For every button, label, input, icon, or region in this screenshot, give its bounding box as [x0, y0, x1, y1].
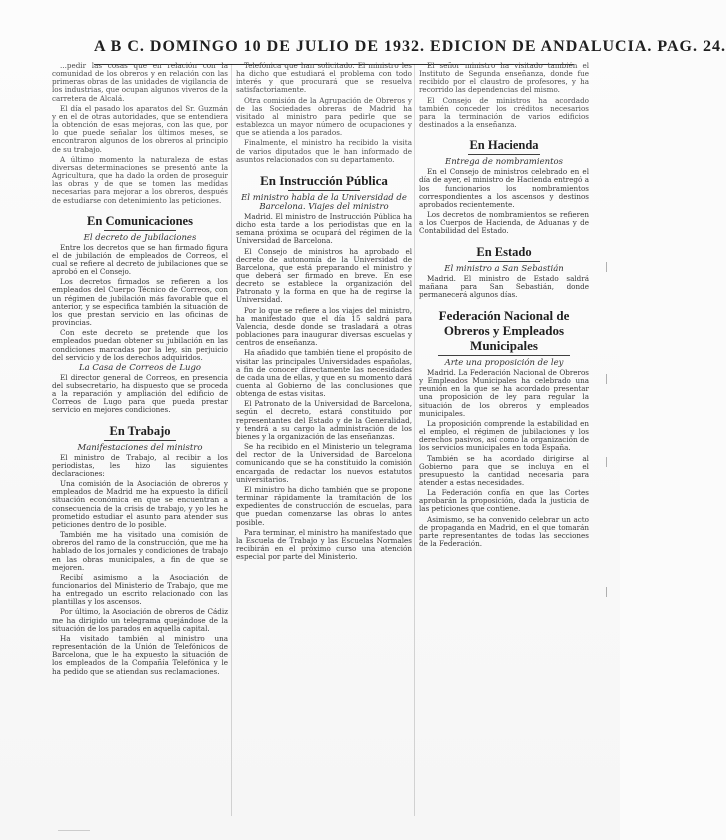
section-rule: [288, 190, 360, 191]
article-paragraph: Ha visitado también al ministro una representación de la Unión de Telefónicos de Barcelona, que le ha expuesto la situación de los empleados de la Compañía Telefónica y le ha pedido que se atiendan sus reclamaciones.: [52, 633, 228, 676]
margin-mark: [606, 587, 611, 597]
column-divider-left: [231, 64, 232, 816]
section-title-estado: En Estado: [476, 244, 532, 259]
section-rule: [468, 154, 540, 155]
margin-mark: [606, 262, 611, 272]
article-paragraph: Ha añadido que también tiene el propósito de visitar las principales Universidades españolas, a fin de conocer directamente las necesidades de cada una de ellas, y que en su momento dará cuenta al Gobierno de las conclusiones que obtenga de estas visitas.: [236, 348, 412, 399]
article-paragraph: Madrid. El ministro de Estado saldrá mañana para San Sebastián, donde permanecerá algunos días.: [419, 273, 589, 299]
article-paragraph: Los decretos firmados se refieren a los empleados del Cuerpo Técnico de Correos, con un régimen de jubilación más favorable que el anterior, y se especifica también la situación de los que prestan servicio en las oficinas de provincias.: [52, 277, 228, 328]
article-paragraph: Para terminar, el ministro ha manifestado que la Escuela de Trabajo y las Escuelas Normales recibirán en el próximo curso una atención especial por parte del Ministerio.: [236, 527, 412, 562]
section-rule: [438, 355, 570, 356]
section-rule: [468, 261, 540, 262]
article-paragraph: El director general de Correos, en presencia del subsecretario, ha dispuesto que se proceda a la reparación y ampliación del edificio de Correos de Lugo para que pueda prestar servicio en mejores condiciones.: [52, 372, 228, 415]
page-header: A B C. DOMINGO 10 DE JULIO DE 1932. EDICION DE ANDALUCIA. PAG. 24.: [94, 38, 574, 65]
article-paragraph: Por lo que se refiere a los viajes del ministro, ha manifestado que el día 15 saldrá para Valencia, desde donde se trasladará a otras poblaciones para inaugurar diversas escuelas y centros de enseñanza.: [236, 305, 412, 348]
article-paragraph: El Consejo de ministros ha acordado también conceder los créditos necesarios para la terminación de varios edificios destinados a la enseñanza.: [419, 95, 589, 130]
section-title-hacienda: En Hacienda: [469, 138, 539, 153]
article-paragraph: El Consejo de ministros ha aprobado el decreto de autonomía de la Universidad de Barcelona, que está preparando el ministro y que deberá ser firmado en breve. En ese decreto se establece la organización del Patronato y la forma en que ha de regirse la Universidad.: [236, 246, 412, 305]
article-paragraph: En el Consejo de ministros celebrado en el día de ayer, el ministro de Hacienda entregó a los funcionarios los nombramientos correspondientes a los ascensos y destinos aprobados recientemente.: [419, 167, 589, 209]
section-rule: [104, 230, 176, 231]
article-subtitle: Arte una proposición de ley: [444, 357, 564, 368]
article-paragraph: Una comisión de la Asociación de obreros y empleados de Madrid me ha expuesto la difícil situación económica en que se encuentran a consecuencia de la crisis de trabajo, y yo les he prometido estudiar el asunto para atender sus peticiones dentro de lo posible.: [52, 479, 228, 529]
article-paragraph: Telefónica que han solicitado. El ministro les ha dicho que estudiará el problema con todo interés y que procurará que se resuelva satisfactoriamente.: [236, 61, 412, 95]
margin-mark: [606, 457, 611, 467]
article-column-right: [419, 62, 589, 814]
article-paragraph: El señor ministro ha visitado también el Instituto de Segunda enseñanza, donde fue recibido por el claustro de profesores, y ha recorrido las dependencias del mismo.: [419, 61, 589, 95]
article-paragraph: El Patronato de la Universidad de Barcelona, según el decreto, estará constituido por representantes del Estado y de la Generalidad, y tendrá a su cargo la administración de los bienes y la organización de las enseñanzas.: [236, 399, 412, 441]
article-paragraph: Asimismo, se ha convenido celebrar un acto de propaganda en Madrid, en el que tomarán parte representantes de todas las secciones de la Federación.: [419, 514, 589, 549]
article-subtitle: Entrega de nombramientos: [445, 157, 563, 168]
section-title-trabajo: En Trabajo: [109, 423, 171, 438]
article-paragraph: Se ha recibido en el Ministerio un telegrama del rector de la Universidad de Barcelona comunicando que se ha constituido la comisión encargada de redactar los nuevos estatutos universitarios.: [236, 442, 412, 484]
section-title-instruccion-publica: En Instrucción Pública: [260, 172, 388, 188]
article-paragraph: Madrid. El ministro de Instrucción Pública ha dicho esta tarde a los periodistas que en la semana próxima se ocupará del régimen de la Universidad de Barcelona.: [236, 211, 412, 246]
article-paragraph: También me ha visitado una comisión de obreros del ramo de la construcción, que me ha hablado de los jornales y condiciones de trabajo en las obras municipales, a fin de que se mejoren.: [52, 530, 228, 572]
article-column-center: [236, 62, 412, 814]
article-paragraph: ...pedir las cosas que en relación con la comunidad de los obreros y en relación con las primeras obras de las unidades de vigilancia de los industrias, que ocupan algunos viveros de la carretera de Alcalá.: [52, 61, 228, 103]
section-rule: [104, 440, 176, 441]
article-subtitle: Manifestaciones del ministro: [77, 442, 203, 453]
article-subtitle: El ministro a San Sebastián: [444, 263, 564, 274]
article-subtitle: El decreto de Jubilaciones: [83, 232, 197, 243]
article-paragraph: Madrid. La Federación Nacional de Obreros y Empleados Municipales ha celebrado una reunión en la que se ha acordado presentar una proposición de ley para regular la situación de los obreros y empleados municipales.: [419, 367, 589, 418]
article-paragraph: Finalmente, el ministro ha recibido la visita de varios diputados que le han informado de asuntos relacionados con su departamento.: [236, 138, 412, 164]
article-paragraph: Otra comisión de la Agrupación de Obreros y de las Sociedades obreras de Madrid ha visitado al ministro para pedirle que se establezca un mayor número de ocupaciones y que se atienda a los parados.: [236, 95, 412, 138]
margin-mark: [606, 374, 611, 384]
section-title-comunicaciones: En Comunicaciones: [87, 213, 193, 228]
article-paragraph: Por último, la Asociación de obreros de Cádiz me ha dirigido un telegrama quejándose de la situación de los parados en aquella capital.: [52, 607, 228, 633]
article-subtitle: El ministro habla de la Universidad de Barcelona. Viajes del ministro: [241, 192, 407, 212]
section-title-federacion: Federación Nacional de Obreros y Empleados Municipales: [438, 307, 570, 353]
column-divider-right: [414, 64, 415, 816]
article-paragraph: Los decretos de nombramientos se refieren a los Cuerpos de Hacienda, de Aduanas y de Contabilidad del Estado.: [419, 210, 589, 236]
page-footer-mark: [58, 830, 90, 836]
article-paragraph: El ministro ha dicho también que se propone terminar rápidamente la tramitación de los expedientes de construcción de escuelas, para que puedan comenzarse las obras lo antes posible.: [236, 484, 412, 527]
article-paragraph: El día el pasado los aparatos del Sr. Guzmán y en el de otras autoridades, que se entendiera la obtención de esas mejoras, con las que, por lo que puede señalar los últimos meses, se encontraron algunos de los obreros al principio de su trabajo.: [52, 103, 228, 154]
article-subtitle: La Casa de Correos de Lugo: [78, 362, 202, 373]
article-paragraph: Entre los decretos que se han firmado figura el de jubilación de empleados de Correos, el cual se refiere al decreto de jubilaciones que se aprobó en el Consejo.: [52, 242, 228, 277]
article-paragraph: Recibí asimismo a la Asociación de funcionarios del Ministerio de Trabajo, que me ha entregado un escrito relacionado con las plantillas y los ascensos.: [52, 572, 228, 607]
article-paragraph: La proposición comprende la estabilidad en el empleo, el régimen de jubilaciones y los derechos pasivos, así como la organización de los servicios municipales en toda España.: [419, 418, 589, 453]
article-paragraph: La Federación confía en que las Cortes aprobarán la proposición, dada la justicia de las peticiones que contiene.: [419, 488, 589, 514]
article-paragraph: Con este decreto se pretende que los empleados puedan obtener su jubilación en las condiciones marcadas por la ley, sin perjuicio del servicio y de los derechos adquiridos.: [52, 328, 228, 362]
article-paragraph: El ministro de Trabajo, al recibir a los periodistas, les hizo las siguientes declaraciones:: [52, 452, 228, 478]
article-paragraph: A último momento la naturaleza de estas diversas determinaciones se presentó ante la Agricultura, que ha dado la orden de proseguir las obras y de que se tomen las medidas necesarias para mejorar a los obreros, después de estudiarse con detenimiento las peticiones.: [52, 154, 228, 205]
article-paragraph: También se ha acordado dirigirse al Gobierno para que se incluya en el presupuesto la cantidad necesaria para atender a estas necesidades.: [419, 453, 589, 487]
article-column-left: [52, 62, 228, 814]
